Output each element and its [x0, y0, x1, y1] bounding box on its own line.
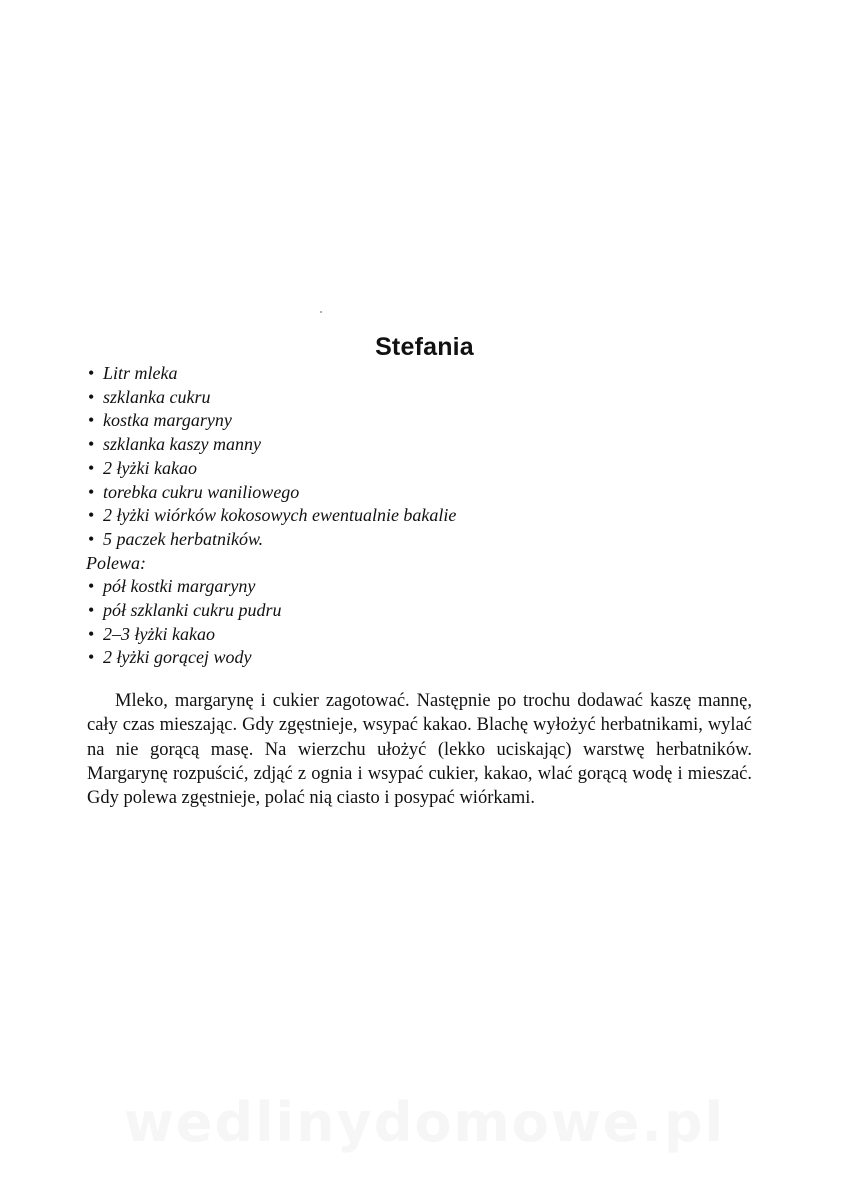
ingredient-list: [86, 362, 766, 670]
icing-item: • pół kostki margaryny: [86, 575, 766, 599]
ingredient-item: • 5 paczek herbatników.: [86, 528, 766, 552]
ingredient-item: • torebka cukru waniliowego: [86, 481, 766, 505]
bullet-icon: •: [88, 528, 95, 549]
bullet-icon: •: [88, 457, 95, 478]
bullet-icon: •: [88, 600, 95, 621]
watermark: wedlinydomowe.pl: [123, 1091, 726, 1154]
bullet-icon: •: [88, 576, 95, 597]
scan-speck: [320, 311, 322, 313]
icing-item: • 2–3 łyżki kakao: [86, 623, 766, 647]
recipe-title: Stefania: [375, 332, 474, 361]
bullet-icon: •: [88, 363, 95, 383]
ingredient-item: • 2 łyżki wiórków kokosowych ewentualnie bakalie: [86, 504, 766, 528]
bullet-icon: •: [88, 410, 95, 431]
method-paragraph: Mleko, margarynę i cukier zagotować. Następnie po trochu dodawać kaszę mannę, cały czas mieszając. Gdy zgęstnieje, wsypać kakao. Blachę wyłożyć herbatnikami, wylać na nie gorącą masę. Na wierzchu ułożyć (lekko uciskając) warstwę herbatników. Margarynę rozpuścić, zdjąć z ognia i wsypać cukier, kakao, wlać gorącą wodę i mieszać. Gdy polewa zgęstnieje, polać nią ciasto i posypać wiórkami.: [87, 691, 752, 809]
bullet-icon: •: [88, 481, 95, 502]
ingredient-item: • Litr mleka: [86, 362, 766, 386]
icing-heading: Polewa:: [86, 552, 146, 573]
bullet-icon: •: [88, 505, 95, 526]
ingredient-item: • kostka margaryny: [86, 409, 766, 433]
ingredient-item: • 2 łyżki kakao: [86, 457, 766, 481]
ingredient-item: • szklanka cukru: [86, 386, 766, 410]
icing-item: • 2 łyżki gorącej wody: [86, 646, 766, 670]
bullet-icon: •: [88, 434, 95, 455]
bullet-icon: •: [88, 623, 95, 644]
ingredient-item: • szklanka kaszy manny: [86, 433, 766, 457]
icing-item: • pół szklanki cukru pudru: [86, 599, 766, 623]
bullet-icon: •: [88, 647, 95, 668]
bullet-icon: •: [88, 386, 95, 407]
